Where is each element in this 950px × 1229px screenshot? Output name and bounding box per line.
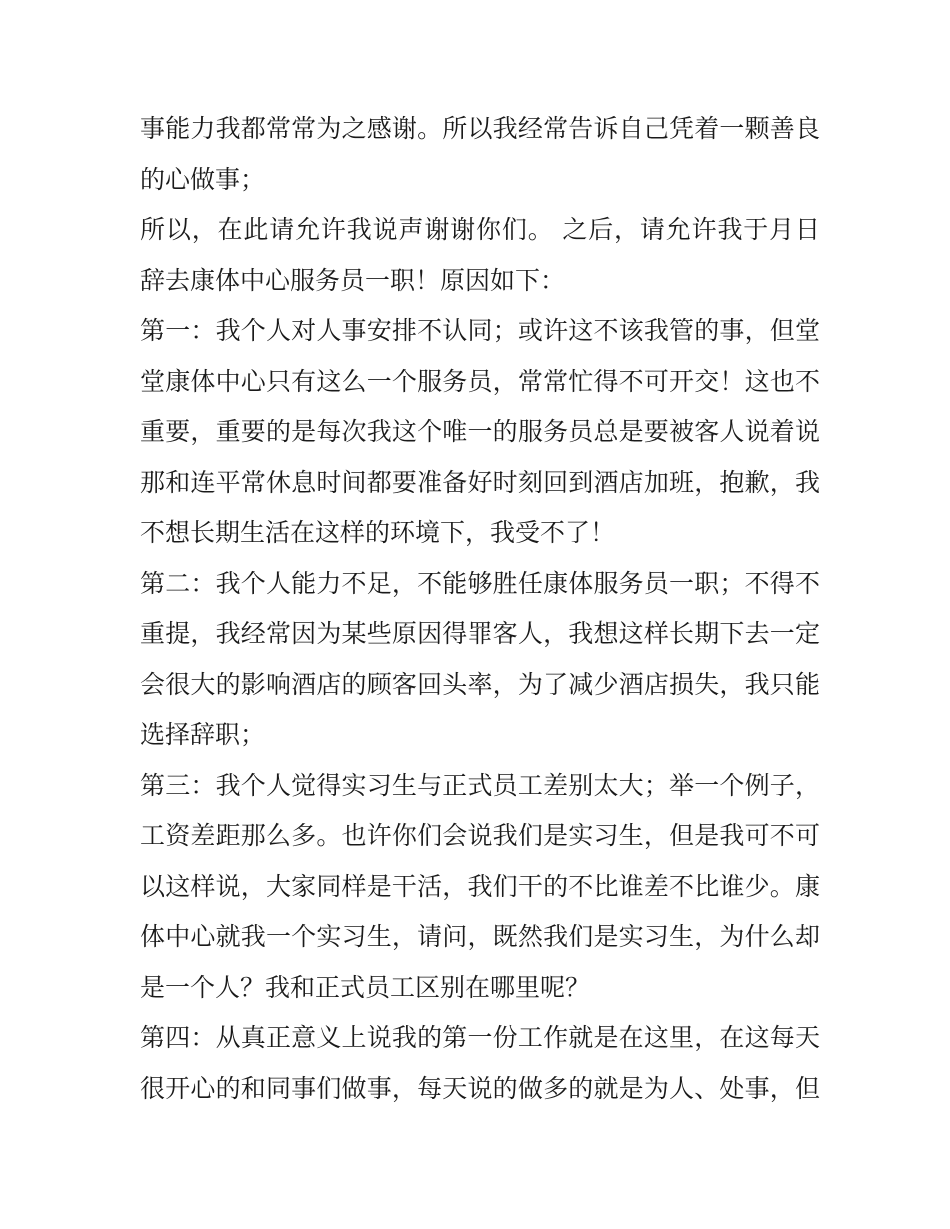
text-line: 所以，在此请允许我说声谢谢你们。 之后，请允许我于月日 (140, 215, 820, 244)
text-line: 选择辞职； (140, 720, 266, 749)
text-line: 辞去康体中心服务员一职！原因如下： (140, 265, 566, 295)
text-line: 事能力我都常常为之感谢。所以我经常告诉自己凭着一颗善良 (140, 114, 820, 143)
text-line: 第四：从真正意义上说我的第一份工作就是在这里，在这每天 (140, 1023, 820, 1052)
text-line: 以这样说，大家同样是干活，我们干的不比谁差不比谁少。康 (140, 871, 820, 901)
text-line: 工资差距那么多。也许你们会说我们是实习生，但是我可不可 (140, 821, 820, 850)
text-line: 重提，我经常因为某些原因得罪客人，我想这样长期下去一定 (140, 619, 820, 648)
text-line: 会很大的影响酒店的顾客回头率，为了减少酒店损失，我只能 (140, 669, 820, 699)
body-text (140, 104, 820, 1114)
text-line: 体中心就我一个实习生，请问，既然我们是实习生，为什么却 (140, 922, 820, 951)
text-line: 堂康体中心只有这么一个服务员，常常忙得不可开交！这也不 (140, 366, 820, 396)
text-line: 第一：我个人对人事安排不认同；或许这不该我管的事，但堂 (140, 316, 820, 345)
text-line: 是一个人？我和正式员工区别在哪里呢？ (140, 972, 591, 1002)
text-line: 第二：我个人能力不足，不能够胜任康体服务员一职；不得不 (140, 568, 820, 598)
text-line: 很开心的和同事们做事，每天说的做多的就是为人、处事，但 (140, 1073, 820, 1103)
text-line: 那和连平常休息时间都要准备好时刻回到酒店加班，抱歉，我 (140, 467, 820, 497)
text-line: 第三：我个人觉得实习生与正式员工差别太大；举一个例子， (140, 770, 820, 800)
text-line: 不想长期生活在这样的环境下，我受不了！ (140, 518, 616, 547)
text-line: 重要，重要的是每次我这个唯一的服务员总是要被客人说着说 (140, 417, 820, 446)
text-line: 的心做事； (140, 164, 266, 194)
